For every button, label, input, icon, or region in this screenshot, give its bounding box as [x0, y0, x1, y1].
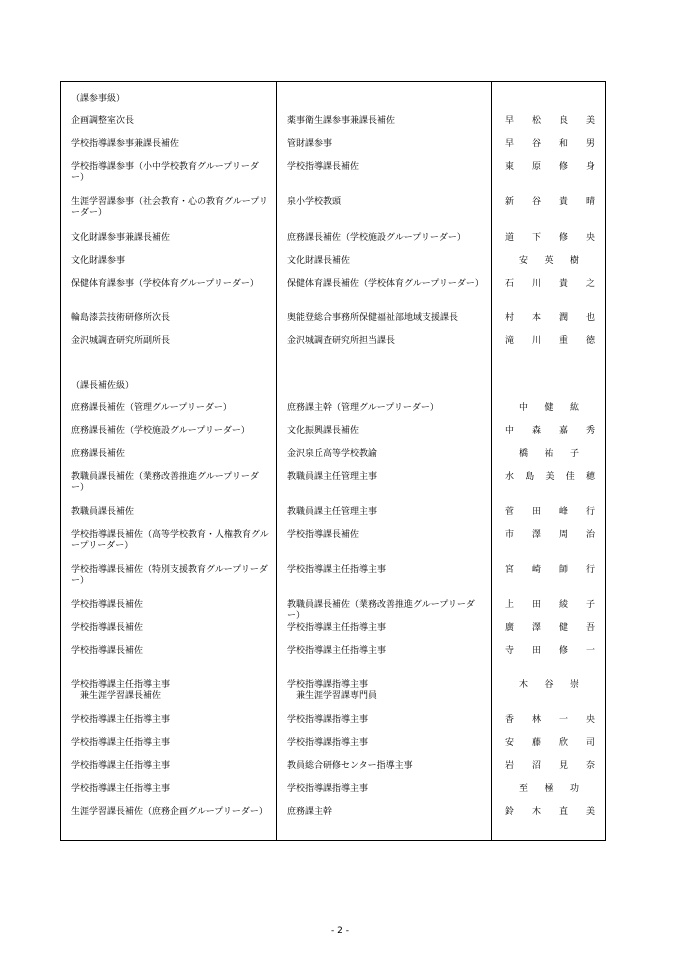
former-position-cell: 金沢城調査研究所担当課長 [287, 336, 396, 346]
former-position-cell: 教職員課主任管理主事 [287, 472, 378, 482]
former-position-cell: 管財課参事 [287, 139, 333, 149]
former-position-cell: 学校指導課主任指導主事 [287, 646, 387, 656]
new-position-cell: 学校指導課主任指導主事 [71, 715, 171, 725]
former-position-cell: 教職員課長補佐（業務改善推進グループリーダー） [287, 600, 475, 621]
former-position-cell: 保健体育課長補佐（学校体育グループリーダー） [287, 279, 484, 289]
new-position-cell: 庶務課長補佐 [71, 449, 126, 459]
new-position-cell: 学校指導課参事兼課長補佐 [71, 139, 180, 149]
section-label: （課長補佐級） [71, 381, 135, 391]
person-name-cell: 道 下 修 央 [505, 233, 595, 243]
former-position-cell: 庶務課主幹 [287, 807, 333, 817]
person-name-cell: 新 谷 貴 晴 [505, 197, 595, 207]
new-position-cell: 教職員課長補佐 [71, 507, 135, 517]
new-position-cell: 文化財課参事兼課長補佐 [71, 233, 171, 243]
person-name-cell: 宮 崎 師 行 [505, 565, 595, 575]
new-position-cell: 庶務課長補佐（管理グループリーダー） [71, 403, 232, 413]
new-position-cell: 学校指導課参事（小中学校教育グループリーダー） [71, 162, 259, 183]
person-name-cell: 村 本 潤 也 [505, 313, 595, 323]
new-position-cell: 教職員課長補佐（業務改善推進グループリーダー） [71, 472, 259, 493]
former-position-cell: 学校指導課指導主事 兼生涯学習課専門員 [287, 680, 378, 701]
person-name-cell: 至 極 功 [519, 784, 579, 794]
former-position-cell: 学校指導課主任指導主事 [287, 565, 387, 575]
former-position-cell: 金沢泉丘高等学校教諭 [287, 449, 378, 459]
person-name-cell: 中 健 紘 [519, 403, 579, 413]
former-position-cell: 学校指導課指導主事 [287, 738, 369, 748]
former-position-cell: 学校指導課長補佐 [287, 530, 360, 540]
new-position-cell: 学校指導課主任指導主事 [71, 738, 171, 748]
former-position-cell: 泉小学校教頭 [287, 197, 342, 207]
former-position-cell: 教職員課主任管理主事 [287, 507, 378, 517]
former-position-cell: 薬事衛生課参事兼課長補佐 [287, 116, 396, 126]
page-number: - 2 - [331, 926, 349, 936]
person-name-cell: 岩 沼 見 奈 [505, 761, 595, 771]
new-position-cell: 学校指導課主任指導主事 [71, 784, 171, 794]
person-name-cell: 上 田 綾 子 [505, 600, 595, 610]
new-position-cell: 輪島漆芸技術研修所次長 [71, 313, 171, 323]
new-position-cell: 生涯学習課長補佐（庶務企画グループリーダー） [71, 807, 268, 817]
former-position-cell: 学校指導課主任指導主事 [287, 623, 387, 633]
person-name-cell: 中 森 嘉 秀 [505, 426, 595, 436]
former-position-cell: 庶務課主幹（管理グループリーダー） [287, 403, 439, 413]
person-name-cell: 早 松 良 美 [505, 116, 595, 126]
new-position-cell: 学校指導課主任指導主事 兼生涯学習課長補佐 [71, 680, 171, 701]
person-name-cell: 香 林 一 央 [505, 715, 595, 725]
section-label: （課参事級） [71, 94, 126, 104]
new-position-cell: 学校指導課長補佐 [71, 600, 144, 610]
former-position-cell: 学校指導課長補佐 [287, 162, 360, 172]
person-name-cell: 木 谷 崇 [519, 680, 579, 690]
person-name-cell: 安 英 樹 [519, 256, 579, 266]
former-position-cell: 教員総合研修センター指導主事 [287, 761, 413, 771]
personnel-table [60, 81, 606, 841]
table-body [61, 82, 605, 840]
person-name-cell: 市 澤 周 治 [505, 530, 595, 540]
former-position-cell: 文化振興課長補佐 [287, 426, 360, 436]
former-position-cell: 学校指導課指導主事 [287, 715, 369, 725]
new-position-cell: 庶務課長補佐（学校施設グループリーダー） [71, 426, 250, 436]
former-position-cell: 文化財課長補佐 [287, 256, 351, 266]
person-name-cell: 廣 澤 健 吾 [505, 623, 595, 633]
person-name-cell: 石 川 貴 之 [505, 279, 595, 289]
new-position-cell: 金沢城調査研究所副所長 [71, 336, 171, 346]
new-position-cell: 学校指導課長補佐 [71, 623, 144, 633]
new-position-cell: 保健体育課参事（学校体育グループリーダー） [71, 279, 259, 289]
new-position-cell: 文化財課参事 [71, 256, 126, 266]
person-name-cell: 菅 田 峰 行 [505, 507, 595, 517]
former-position-cell: 奥能登総合事務所保健福祉部地域支援課長 [287, 313, 459, 323]
former-position-cell: 学校指導課指導主事 [287, 784, 369, 794]
person-name-cell: 滝 川 重 徳 [505, 336, 595, 346]
person-name-cell: 東 原 修 身 [505, 162, 595, 172]
new-position-cell: 学校指導課長補佐（高等学校教育・人権教育グループリーダー） [71, 530, 269, 551]
person-name-cell: 安 藤 欣 司 [505, 738, 595, 748]
new-position-cell: 学校指導課主任指導主事 [71, 761, 171, 771]
new-position-cell: 生涯学習課参事（社会教育・心の教育グループリーダー） [71, 197, 268, 218]
new-position-cell: 企画調整室次長 [71, 116, 135, 126]
person-name-cell: 橋 祐 子 [519, 449, 579, 459]
person-name-cell: 早 谷 和 男 [505, 139, 595, 149]
former-position-cell: 庶務課長補佐（学校施設グループリーダー） [287, 233, 466, 243]
person-name-cell: 水 島 美 佳 穂 [505, 472, 595, 482]
person-name-cell: 鈴 木 直 美 [505, 807, 595, 817]
new-position-cell: 学校指導課長補佐（特別支援教育グループリーダー） [71, 565, 268, 586]
person-name-cell: 寺 田 修 一 [505, 646, 595, 656]
new-position-cell: 学校指導課長補佐 [71, 646, 144, 656]
